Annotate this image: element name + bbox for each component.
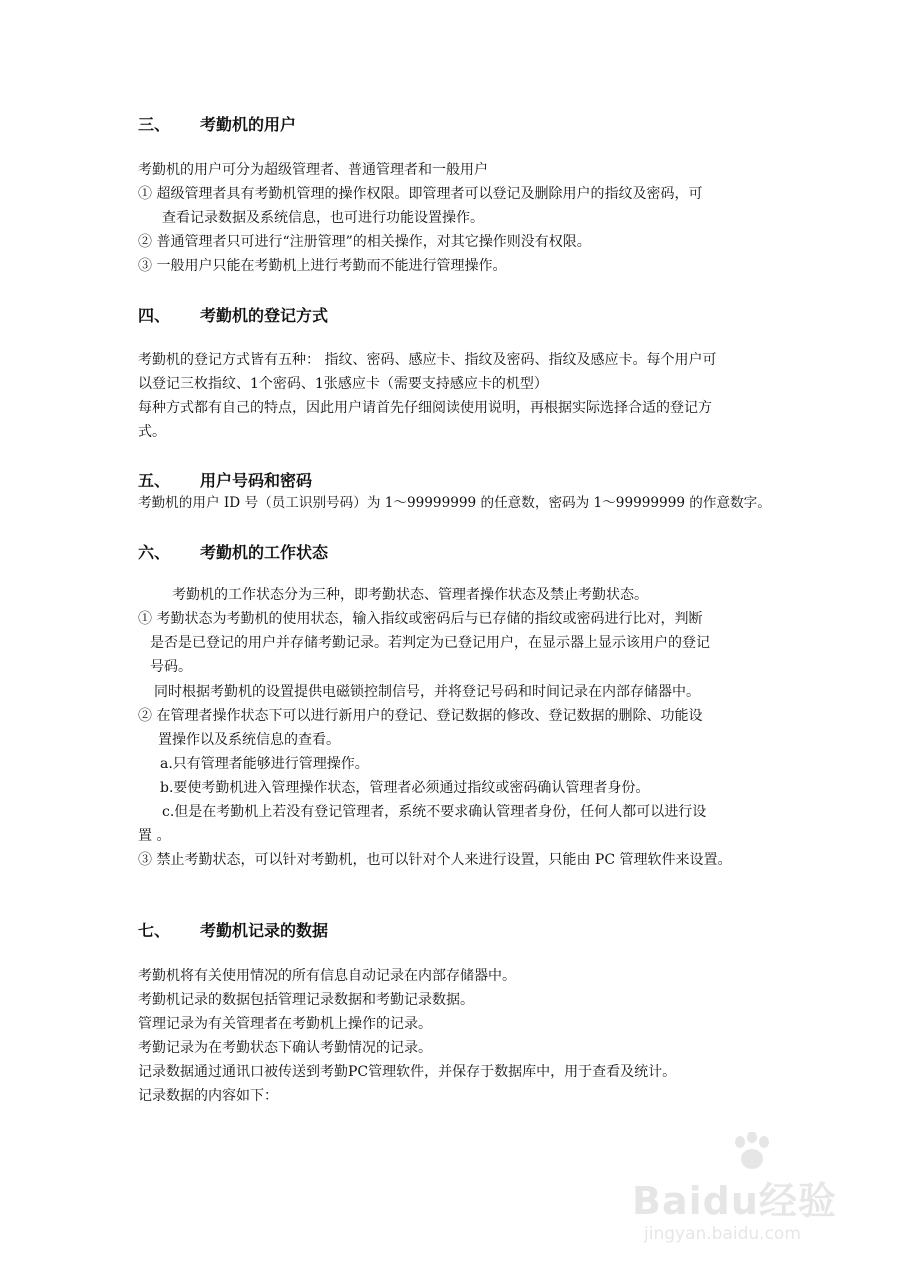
baidu-watermark (632, 1132, 852, 1252)
section-7-heading (138, 918, 328, 941)
watermark-brand: Baidu经验 (632, 1179, 837, 1223)
paragraph-line: 考勤机的工作状态分为三种，即考勤状态、管理者操作状态及禁止考勤状态。 (172, 587, 648, 603)
section-7-number: 七、 (138, 921, 171, 940)
sub-list-item: c.但是在考勤机上若没有登记管理者，系统不要求确认管理者身份，任何人都可以进行设 (162, 804, 707, 820)
section-3-number: 三、 (138, 115, 171, 134)
paragraph-line: 考勤机的登记方式皆有五种： 指纹、密码、感应卡、指纹及密码、指纹及感应卡。每个用户可 (138, 352, 717, 368)
list-item-continuation: 号码。 (150, 659, 192, 675)
list-item: ③ 禁止考勤状态，可以针对考勤机，也可以针对个人来进行设置，只能由 PC 管理软件来设置。 (138, 852, 732, 868)
section-4-number: 四、 (138, 306, 171, 325)
list-item-continuation: 置操作以及系统信息的查看。 (158, 732, 340, 748)
paragraph-line: 考勤机将有关使用情况的所有信息自动记录在内部存储器中。 (138, 968, 516, 984)
paragraph-line: 管理记录为有关管理者在考勤机上操作的记录。 (138, 1016, 432, 1032)
paragraph-line: 考勤机的用户 ID 号（员工识别号码）为 1～99999999 的任意数，密码为 1～99999999 的作意数字。 (138, 495, 771, 511)
paragraph-line: 记录数据的内容如下： (138, 1088, 278, 1104)
list-item: ① 考勤状态为考勤机的使用状态，输入指纹或密码后与已存储的指纹或密码进行比对，判断 (138, 611, 703, 627)
paragraph-line: 考勤机记录的数据包括管理记录数据和考勤记录数据。 (138, 992, 474, 1008)
paragraph-line: 记录数据通过通讯口被传送到考勤PC管理软件，并保存于数据库中，用于查看及统计。 (138, 1064, 677, 1080)
paragraph-line: 考勤机的用户可分为超级管理者、普通管理者和一般用户 (138, 162, 488, 178)
list-item-continuation: 查看记录数据及系统信息，也可进行功能设置操作。 (162, 210, 484, 226)
sub-list-item: b.要使考勤机进入管理操作状态，管理者必须通过指纹或密码确认管理者身份。 (160, 780, 650, 796)
list-item: ① 超级管理者具有考勤机管理的操作权限。即管理者可以登记及删除用户的指纹及密码，可 (138, 186, 703, 202)
section-7-title: 考勤机记录的数据 (200, 921, 329, 940)
section-5-number: 五、 (138, 471, 171, 490)
paragraph-line: 以登记三枚指纹、1个密码、1张感应卡（需要支持感应卡的机型） (138, 376, 548, 392)
paragraph-line: 考勤记录为在考勤状态下确认考勤情况的记录。 (138, 1040, 432, 1056)
paragraph-line: 式。 (138, 424, 166, 440)
paragraph-line: 同时根据考勤机的设置提供电磁锁控制信号，并将登记号码和时间记录在内部存储器中。 (154, 684, 700, 700)
paragraph-line: 每种方式都有自己的特点，因此用户请首先仔细阅读使用说明，再根据实际选择合适的登记方 (138, 400, 712, 416)
paw-icon (730, 1132, 774, 1172)
section-3-title: 考勤机的用户 (200, 115, 297, 134)
list-item: ② 普通管理者只可进行“注册管理”的相关操作，对其它操作则没有权限。 (138, 234, 591, 250)
section-5-heading (138, 468, 312, 491)
section-6-number: 六、 (138, 543, 171, 562)
list-item: ③ 一般用户只能在考勤机上进行考勤而不能进行管理操作。 (138, 258, 507, 274)
section-6-title: 考勤机的工作状态 (200, 543, 329, 562)
list-item: ② 在管理者操作状态下可以进行新用户的登记、登记数据的修改、登记数据的删除、功能设 (138, 708, 703, 724)
section-6-heading (138, 540, 328, 563)
section-3-heading (138, 112, 296, 135)
section-4-title: 考勤机的登记方式 (200, 306, 329, 325)
sub-list-item-continuation: 置 。 (138, 828, 171, 844)
sub-list-item: a.只有管理者能够进行管理操作。 (160, 756, 369, 772)
section-4-heading (138, 303, 328, 326)
watermark-url: jingyan.baidu.com (644, 1224, 801, 1244)
list-item-continuation: 是否是已登记的用户并存储考勤记录。若判定为已登记用户，在显示器上显示该用户的登记 (150, 635, 710, 651)
section-5-title: 用户号码和密码 (200, 471, 313, 490)
